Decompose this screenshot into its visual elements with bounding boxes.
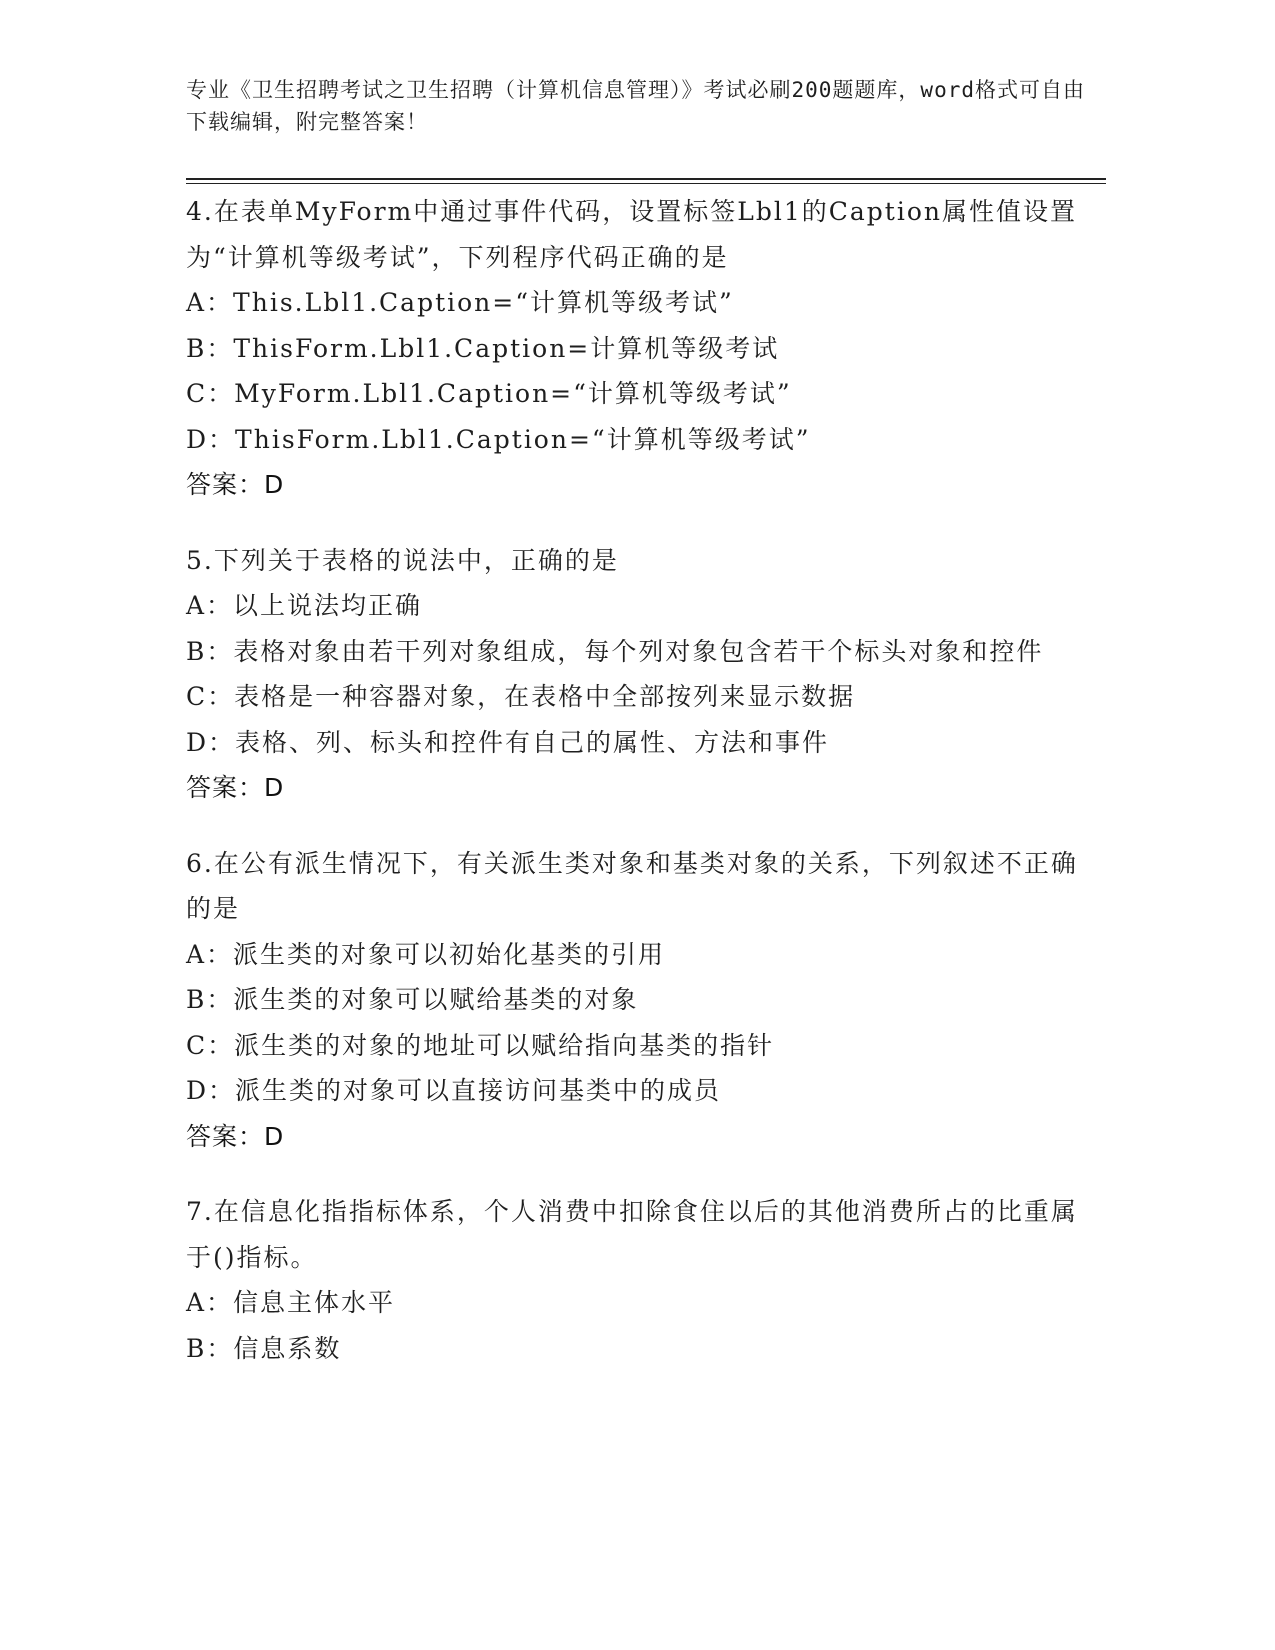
question-7: [186, 1189, 1086, 1371]
answer-label: 答案：D: [186, 1121, 285, 1151]
option-c: C：表格是一种容器对象，在表格中全部按列来显示数据: [186, 682, 856, 711]
option-a: A：以上说法均正确: [186, 591, 423, 620]
option-c: C：MyForm.Lbl1.Caption=“计算机等级考试”: [186, 379, 792, 408]
question-stem: 7.在信息化指指标体系，个人消费中扣除食住以后的其他消费所占的比重属于()指标。: [186, 1197, 1078, 1272]
question-6: [186, 841, 1086, 1160]
question-list: [186, 189, 1086, 1401]
option-b: B：派生类的对象可以赋给基类的对象: [186, 985, 639, 1014]
header-divider-thick: [186, 178, 1106, 180]
document-header: 专业《卫生招聘考试之卫生招聘（计算机信息管理）》考试必刷200题题库，word格式可自由下载编辑，附完整答案！: [186, 78, 1085, 134]
option-d: D：表格、列、标头和控件有自己的属性、方法和事件: [186, 727, 830, 757]
option-d: D：ThisForm.Lbl1.Caption=“计算机等级考试”: [186, 424, 811, 454]
answer-label: 答案：D: [186, 773, 285, 802]
question-5: [186, 538, 1086, 811]
option-c: C：派生类的对象的地址可以赋给指向基类的指针: [186, 1030, 775, 1060]
question-stem: 4.在表单MyForm中通过事件代码，设置标签Lbl1的Caption属性值设置为“计算机等级考试”，下列程序代码正确的是: [186, 197, 1078, 272]
option-a: A：派生类的对象可以初始化基类的引用: [186, 939, 666, 969]
option-a: A：This.Lbl1.Caption=“计算机等级考试”: [186, 288, 734, 317]
answer-label: 答案：D: [186, 470, 285, 499]
question-stem: 5.下列关于表格的说法中，正确的是: [186, 545, 619, 575]
question-stem: 6.在公有派生情况下，有关派生类对象和基类对象的关系，下列叙述不正确的是: [186, 848, 1078, 923]
option-a: A：信息主体水平: [186, 1288, 396, 1317]
option-d: D：派生类的对象可以直接访问基类中的成员: [186, 1076, 722, 1105]
option-b: B：表格对象由若干列对象组成，每个列对象包含若干个标头对象和控件: [186, 636, 1044, 666]
header-divider-thin: [186, 183, 1106, 184]
question-4: [186, 189, 1086, 508]
option-b: B：信息系数: [186, 1333, 342, 1363]
option-b: B：ThisForm.Lbl1.Caption=计算机等级考试: [186, 333, 780, 363]
